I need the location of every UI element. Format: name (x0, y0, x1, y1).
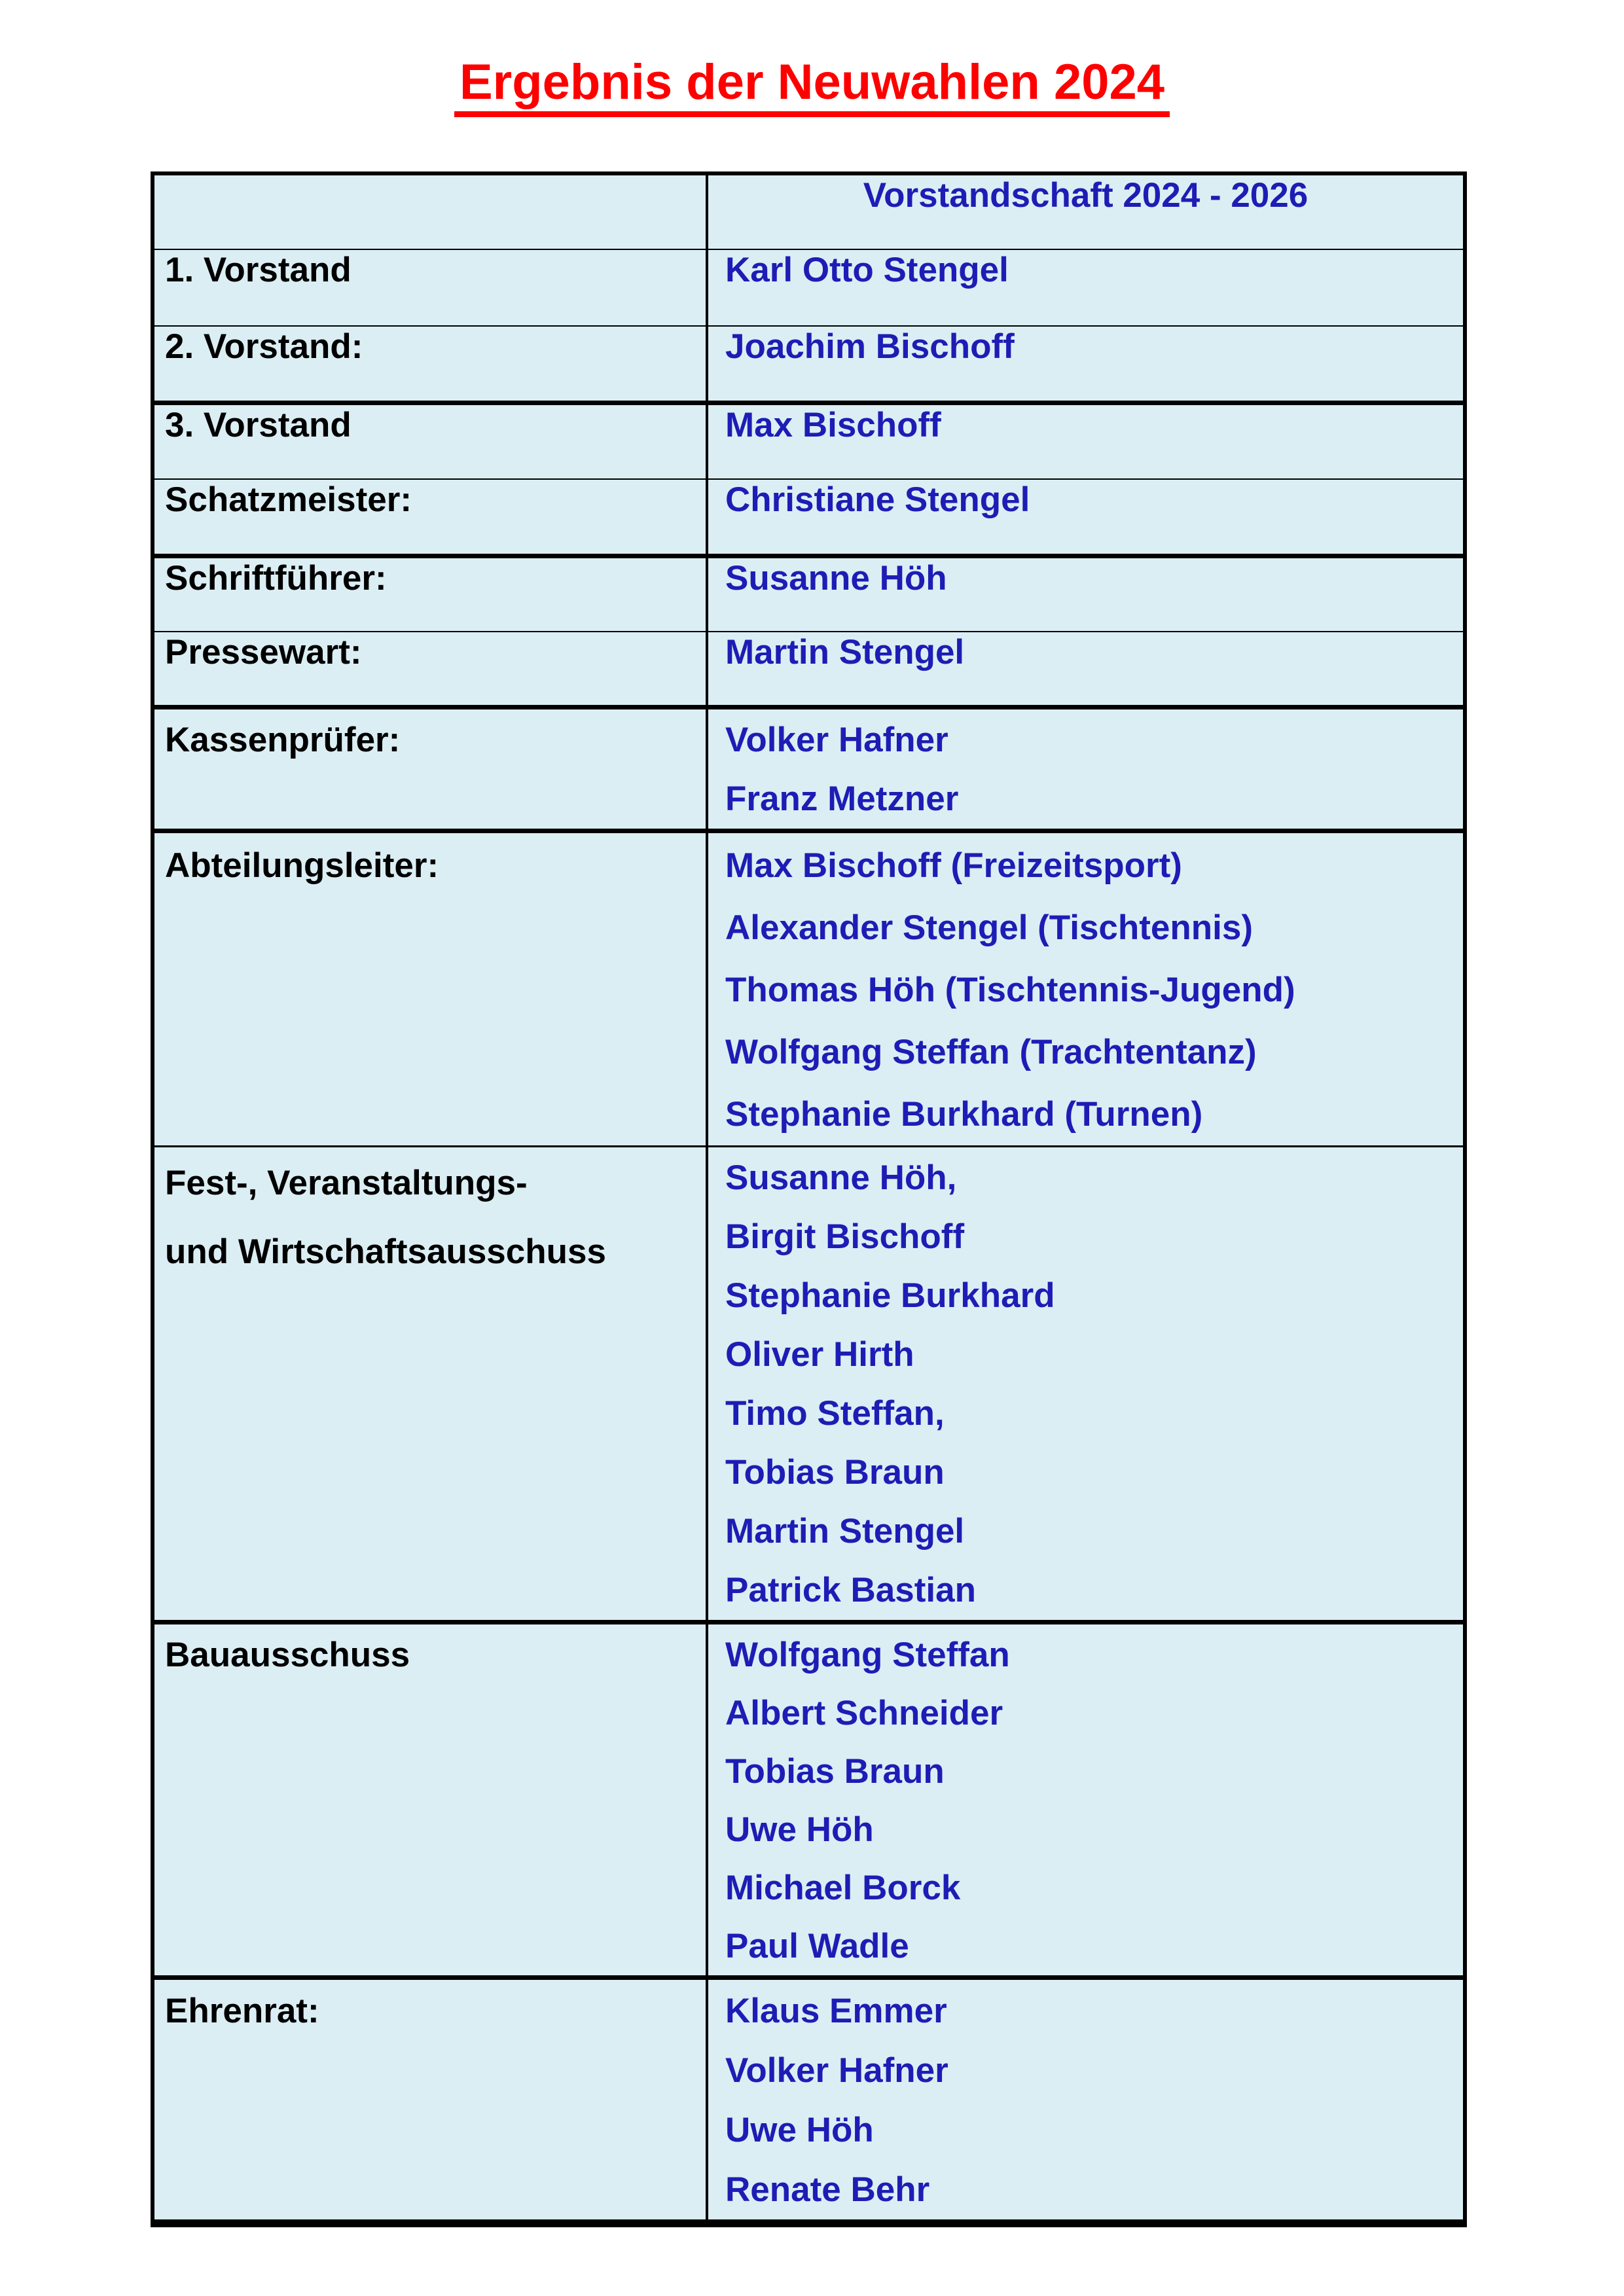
position-label: Schriftführer: (165, 558, 387, 598)
member-name: Oliver Hirth (725, 1335, 914, 1374)
header-cell (707, 173, 1465, 249)
title-row (0, 54, 1624, 117)
member-name: Susanne Höh, (725, 1158, 957, 1197)
member-name: Michael Borck (725, 1868, 961, 1907)
member-name: Wolfgang Steffan (725, 1635, 1010, 1674)
table-row (153, 632, 1465, 707)
member-name: Joachim Bischoff (725, 327, 1015, 366)
member-name: Thomas Höh (Tischtennis-Jugend) (725, 970, 1295, 1009)
member-name: Max Bischoff (Freizeitsport) (725, 846, 1182, 885)
member-name: Paul Wadle (725, 1926, 909, 1965)
table-row (153, 403, 1465, 479)
member-name: Patrick Bastian (725, 1570, 976, 1609)
table-row (153, 831, 1465, 1146)
table-row (153, 707, 1465, 831)
member-name: Susanne Höh (725, 558, 947, 598)
member-name: Franz Metzner (725, 779, 959, 818)
member-name: Tobias Braun (725, 1751, 945, 1791)
position-label-line: und Wirtschaftsausschuss (165, 1232, 606, 1271)
header-empty-cell (153, 173, 707, 249)
member-name: Volker Hafner (725, 2051, 948, 2090)
vorstandschaft-table (151, 171, 1467, 2227)
position-label: 1. Vorstand (165, 251, 352, 289)
table-header-title: Vorstandschaft 2024 - 2026 (863, 176, 1308, 215)
page-title: Ergebnis der Neuwahlen 2024 (454, 58, 1170, 117)
member-name: Martin Stengel (725, 1511, 965, 1551)
position-label: Pressewart: (165, 633, 362, 672)
table-row (153, 326, 1465, 403)
position-label: 3. Vorstand (165, 405, 352, 444)
table-row (153, 1146, 1465, 1622)
member-name: Stephanie Burkhard (Turnen) (725, 1094, 1203, 1134)
member-name: Martin Stengel (725, 633, 965, 672)
position-label: Ehrenrat: (165, 1991, 319, 2030)
position-label: 2. Vorstand: (165, 327, 363, 366)
table-row (153, 1977, 1465, 2223)
position-label: Schatzmeister: (165, 480, 412, 519)
member-name: Wolfgang Steffan (Trachtentanz) (725, 1032, 1257, 1071)
table-row (153, 1622, 1465, 1977)
member-name: Alexander Stengel (Tischtennis) (725, 908, 1253, 947)
member-name: Albert Schneider (725, 1693, 1003, 1732)
position-label: Abteilungsleiter: (165, 846, 439, 885)
member-name: Max Bischoff (725, 405, 941, 444)
member-name: Timo Steffan, (725, 1393, 945, 1433)
table-row (153, 479, 1465, 556)
member-name: Renate Behr (725, 2170, 930, 2209)
position-label: Kassenprüfer: (165, 720, 401, 759)
position-label: Bauausschuss (165, 1635, 410, 1674)
member-name: Uwe Höh (725, 1810, 874, 1849)
member-name: Volker Hafner (725, 720, 948, 759)
table-row (153, 249, 1465, 326)
position-label-line: Fest-, Veranstaltungs- (165, 1163, 528, 1202)
member-name: Tobias Braun (725, 1452, 945, 1492)
member-name: Christiane Stengel (725, 480, 1030, 519)
member-name: Klaus Emmer (725, 1991, 947, 2030)
member-name: Uwe Höh (725, 2110, 874, 2149)
member-name: Karl Otto Stengel (725, 251, 1009, 289)
member-name: Birgit Bischoff (725, 1217, 965, 1256)
table-header-row (153, 173, 1465, 249)
table-row (153, 556, 1465, 632)
member-name: Stephanie Burkhard (725, 1276, 1055, 1315)
